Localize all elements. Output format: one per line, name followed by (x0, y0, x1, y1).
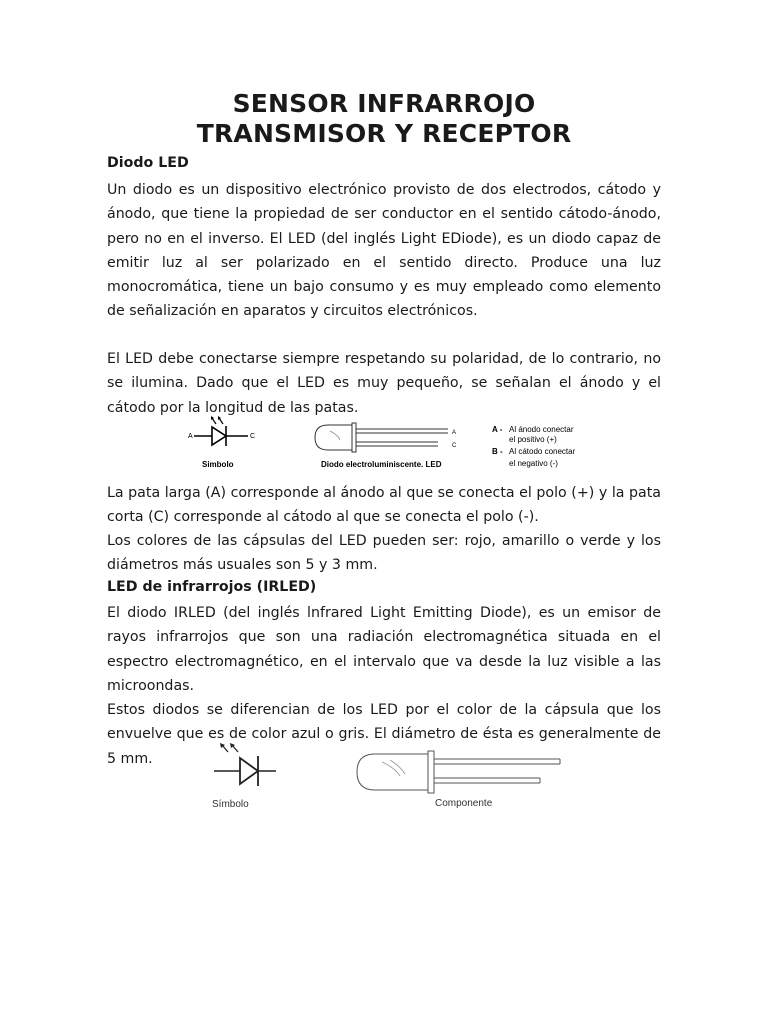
paragraph-colores: Los colores de las cápsulas del LED pueden ser: rojo, amarillo o verde y los diámetros más usuales son 5 y 3 mm. (107, 533, 661, 574)
legend-b-text1: Al cátodo conectar (509, 447, 576, 456)
component-caption: Diodo electroluminiscente. LED (321, 460, 442, 469)
legend-a-text2: el positivo (+) (509, 435, 557, 444)
irled-symbol-caption: Símbolo (212, 799, 249, 810)
section-heading-diodo-led: Diodo LED (107, 155, 189, 171)
paragraph-irled-definition: El diodo IRLED (del inglés lnfrared Light Emitting Diode), es un emisor de rayos infrarrojos que son una radiación electromagnética situada en el espectro electromagnético, en el intervalo que va desde la luz visible a las microondas. (107, 605, 661, 694)
legend-b-key: B - (492, 447, 503, 456)
irled-symbol (212, 743, 276, 810)
led-legend (492, 425, 576, 468)
section-heading-irled: LED de infrarrojos (IRLED) (107, 579, 317, 595)
irled-component (357, 751, 560, 809)
paragraph-irled-capsula: Estos diodos se diferencian de los LED por el color de la cápsula que los envuelve que es de color azul o gris. El diámetro de ésta es generalmente de 5 mm. (107, 702, 661, 767)
component-lead-c: C (452, 443, 457, 449)
legend-a-key: A - (492, 425, 503, 434)
symbol-anode-label: A (188, 433, 193, 440)
led-symbol (188, 416, 255, 469)
symbol-caption: Simbolo (202, 460, 234, 469)
paragraph-diodo-definition: Un diodo es un dispositivo electrónico provisto de dos electrodos, cátodo y ánodo, que tiene la propiedad de ser conductor en el sentido cátodo-ánodo, pero no en el inverso. El LED (del inglés Light EDiode), es un diodo capaz de emitir luz al ser polarizado en el sentido directo. Produce una luz monocromática, tiene un bajo consumo y es muy empleado como elemento de señalización en aparatos y circuitos electrónicos. (107, 182, 661, 320)
title-line-1: SENSOR INFRARROJO (232, 89, 536, 118)
component-lead-a: A (452, 430, 457, 436)
irled-component-caption: Componente (435, 798, 493, 809)
title-line-2: TRANSMISOR Y RECEPTOR (196, 119, 572, 148)
paragraph-pata-larga: La pata larga (A) corresponde al ánodo al que se conecta el polo (+) y la pata corta (C) corresponde al cátodo al que se conecta el polo (-). (107, 485, 661, 526)
legend-b-text2: el negativo (-) (509, 459, 558, 468)
legend-a-text1: Al ánodo conectar (509, 425, 574, 434)
irled-figure-diagram (200, 740, 600, 816)
paragraph-polarity: El LED debe conectarse siempre respetando su polaridad, de lo contrario, no se ilumina. Dado que el LED es muy pequeño, se señalan el ánodo y el cátodo por la longitud de las patas. (107, 351, 661, 416)
symbol-cathode-label: C (250, 433, 256, 440)
led-figure-diagram (180, 414, 620, 476)
led-component (315, 423, 457, 469)
